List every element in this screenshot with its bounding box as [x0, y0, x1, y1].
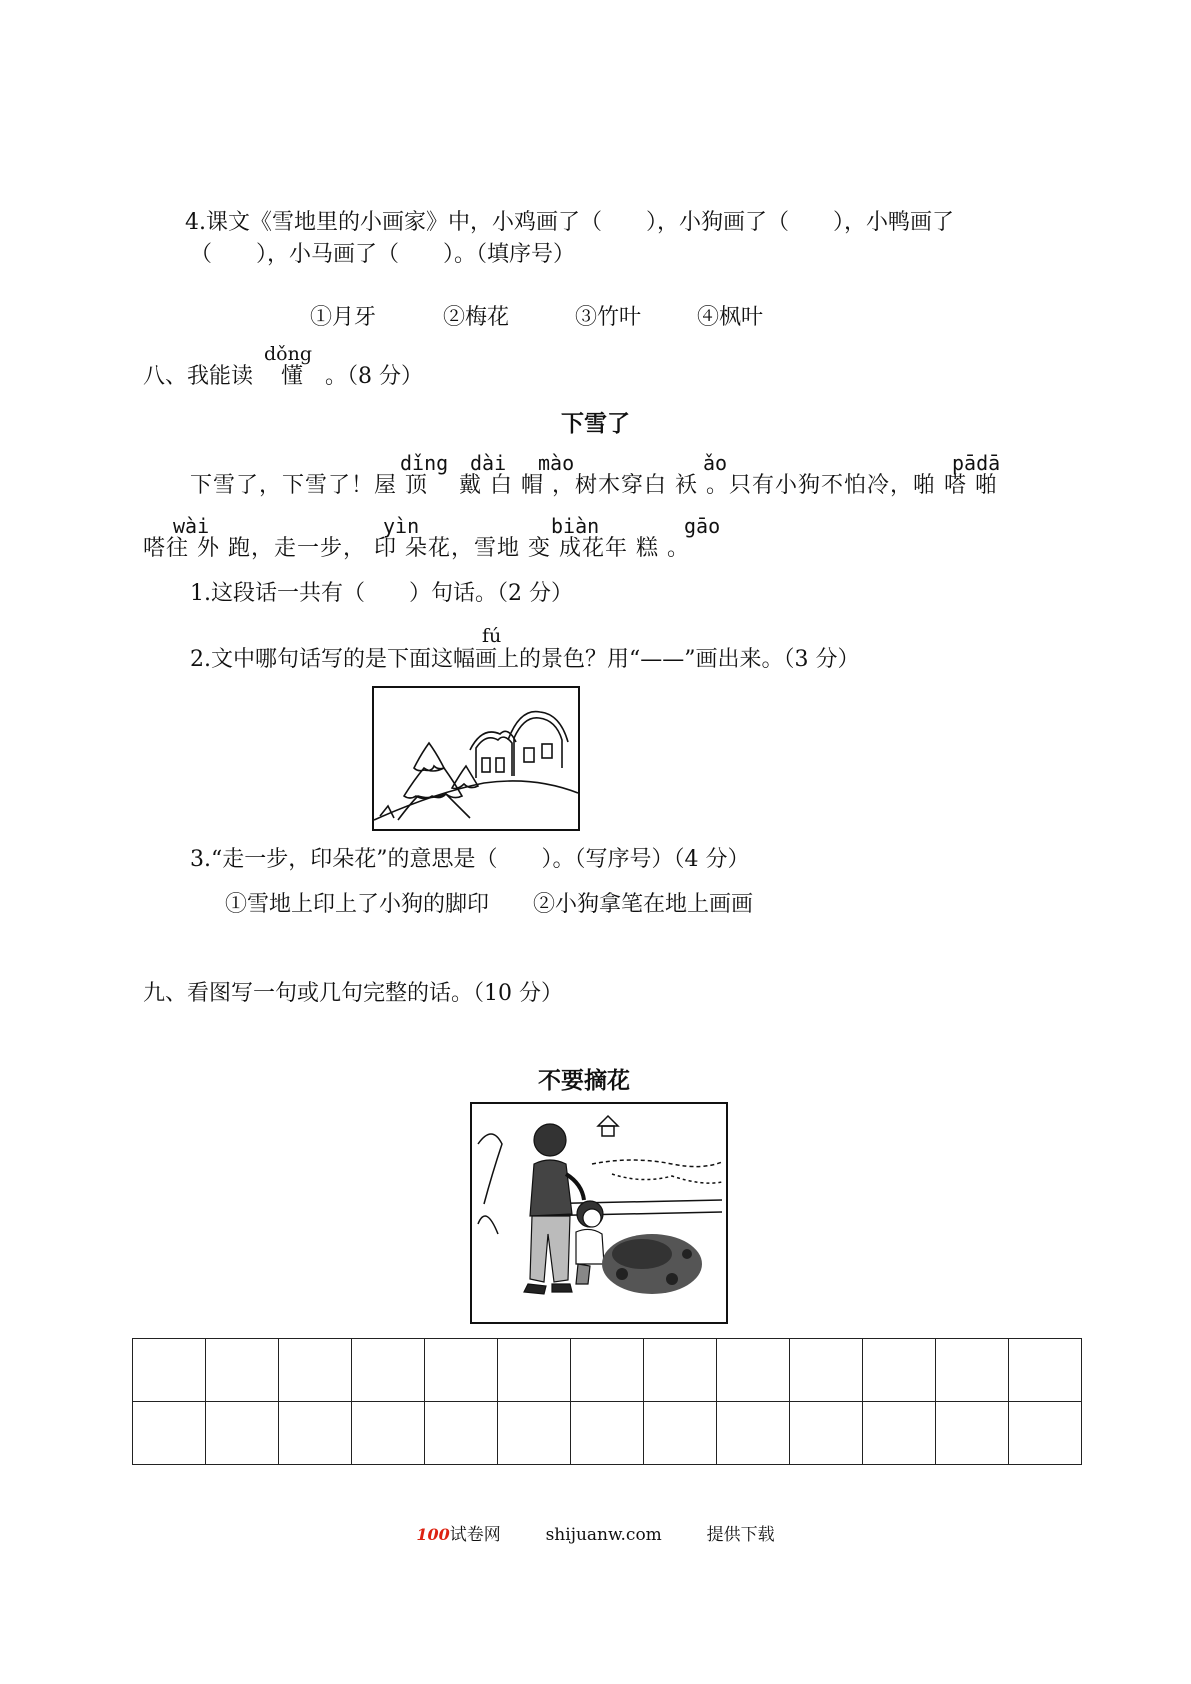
section8-heading-prefix: 八、我能读 [143, 364, 254, 389]
grid-cell[interactable] [863, 1339, 936, 1402]
site-logo: 100 [416, 1525, 450, 1544]
passage-line2: 嗒往 外 跑，走一步， 印 朵花，雪地 变 成花年 糕 。 [143, 536, 690, 561]
q4-option-2: ②梅花 [443, 305, 510, 330]
site-url[interactable]: shijuanw.com [545, 1525, 662, 1545]
grid-cell[interactable] [279, 1339, 352, 1402]
writing-grid [132, 1338, 1082, 1465]
grid-row [133, 1339, 1082, 1402]
q4-option-4: ④枫叶 [697, 305, 764, 330]
grid-cell[interactable] [571, 1402, 644, 1465]
grid-cell[interactable] [790, 1339, 863, 1402]
pinyin-wai: wài [173, 514, 210, 538]
pinyin-ding: dǐng [400, 451, 449, 475]
q8-2-pinyin: fú [482, 625, 502, 647]
pinyin-bian: biàn [551, 514, 600, 538]
passage-line1: 下雪了，下雪了！屋 顶 戴 白 帽 ，树木穿白 袄 。只有小狗不怕冷，啪 嗒 啪 [190, 473, 998, 498]
grid-cell[interactable] [352, 1339, 425, 1402]
section8-heading-suffix: 。（8 分） [325, 364, 424, 389]
grid-cell[interactable] [790, 1402, 863, 1465]
site-name: 试卷网 [449, 1525, 501, 1545]
grid-cell[interactable] [571, 1339, 644, 1402]
q8-3: 3.“走一步，印朵花”的意思是（ ）。（写序号）（4 分） [190, 847, 750, 872]
passage-title: 下雪了 [561, 411, 630, 437]
q8-2: 2.文中哪句话写的是下面这幅画上的景色？用“——”画出来。（3 分） [190, 647, 860, 672]
grid-cell[interactable] [717, 1339, 790, 1402]
grid-cell[interactable] [644, 1339, 717, 1402]
section9-heading: 九、看图写一句或几句完整的话。（10 分） [143, 981, 563, 1006]
pinyin-ao: ǎo [703, 451, 728, 475]
q8-1: 1.这段话一共有（ ）句话。（2 分） [190, 581, 573, 606]
mother-child-picture [470, 1102, 728, 1324]
picture-title: 不要摘花 [538, 1068, 630, 1094]
pinyin-mao: mào [538, 451, 575, 475]
grid-cell[interactable] [717, 1402, 790, 1465]
section8-heading [143, 363, 423, 391]
grid-cell[interactable] [425, 1339, 498, 1402]
grid-cell[interactable] [936, 1339, 1009, 1402]
q8-3-options: ①雪地上印上了小狗的脚印 ②小狗拿笔在地上画画 [225, 892, 754, 917]
grid-cell[interactable] [352, 1402, 425, 1465]
q4-option-3: ③竹叶 [575, 305, 642, 330]
grid-cell[interactable] [133, 1402, 206, 1465]
grid-cell[interactable] [279, 1402, 352, 1465]
q4-line2: （ ），小马画了（ ）。（填序号） [190, 242, 576, 267]
grid-cell[interactable] [206, 1402, 279, 1465]
grid-cell[interactable] [133, 1339, 206, 1402]
download-note: 提供下载 [706, 1525, 775, 1545]
pinyin-pada: pādā [952, 451, 1001, 475]
grid-cell[interactable] [863, 1402, 936, 1465]
q4-option-1: ①月牙 [310, 305, 377, 330]
snow-scene-drawing [374, 688, 578, 829]
grid-cell[interactable] [936, 1402, 1009, 1465]
grid-cell[interactable] [1009, 1402, 1082, 1465]
grid-cell[interactable] [1009, 1339, 1082, 1402]
grid-row [133, 1402, 1082, 1465]
section8-ruby-char: 懂 [281, 364, 304, 389]
q4-line1: 4.课文《雪地里的小画家》中，小鸡画了（ ），小狗画了（ ），小鸭画了 [185, 210, 954, 235]
page-footer [0, 1520, 1191, 1545]
pinyin-yin: yìn [383, 514, 420, 538]
grid-cell[interactable] [498, 1402, 571, 1465]
section8-ruby-pinyin: dǒng [264, 343, 313, 365]
grid-cell[interactable] [644, 1402, 717, 1465]
grid-cell[interactable] [206, 1339, 279, 1402]
mother-child-drawing [472, 1104, 726, 1322]
pinyin-gao: gāo [684, 514, 721, 538]
grid-cell[interactable] [425, 1402, 498, 1465]
pinyin-dai: dài [470, 451, 507, 475]
grid-cell[interactable] [498, 1339, 571, 1402]
snow-scene-picture [372, 686, 580, 831]
